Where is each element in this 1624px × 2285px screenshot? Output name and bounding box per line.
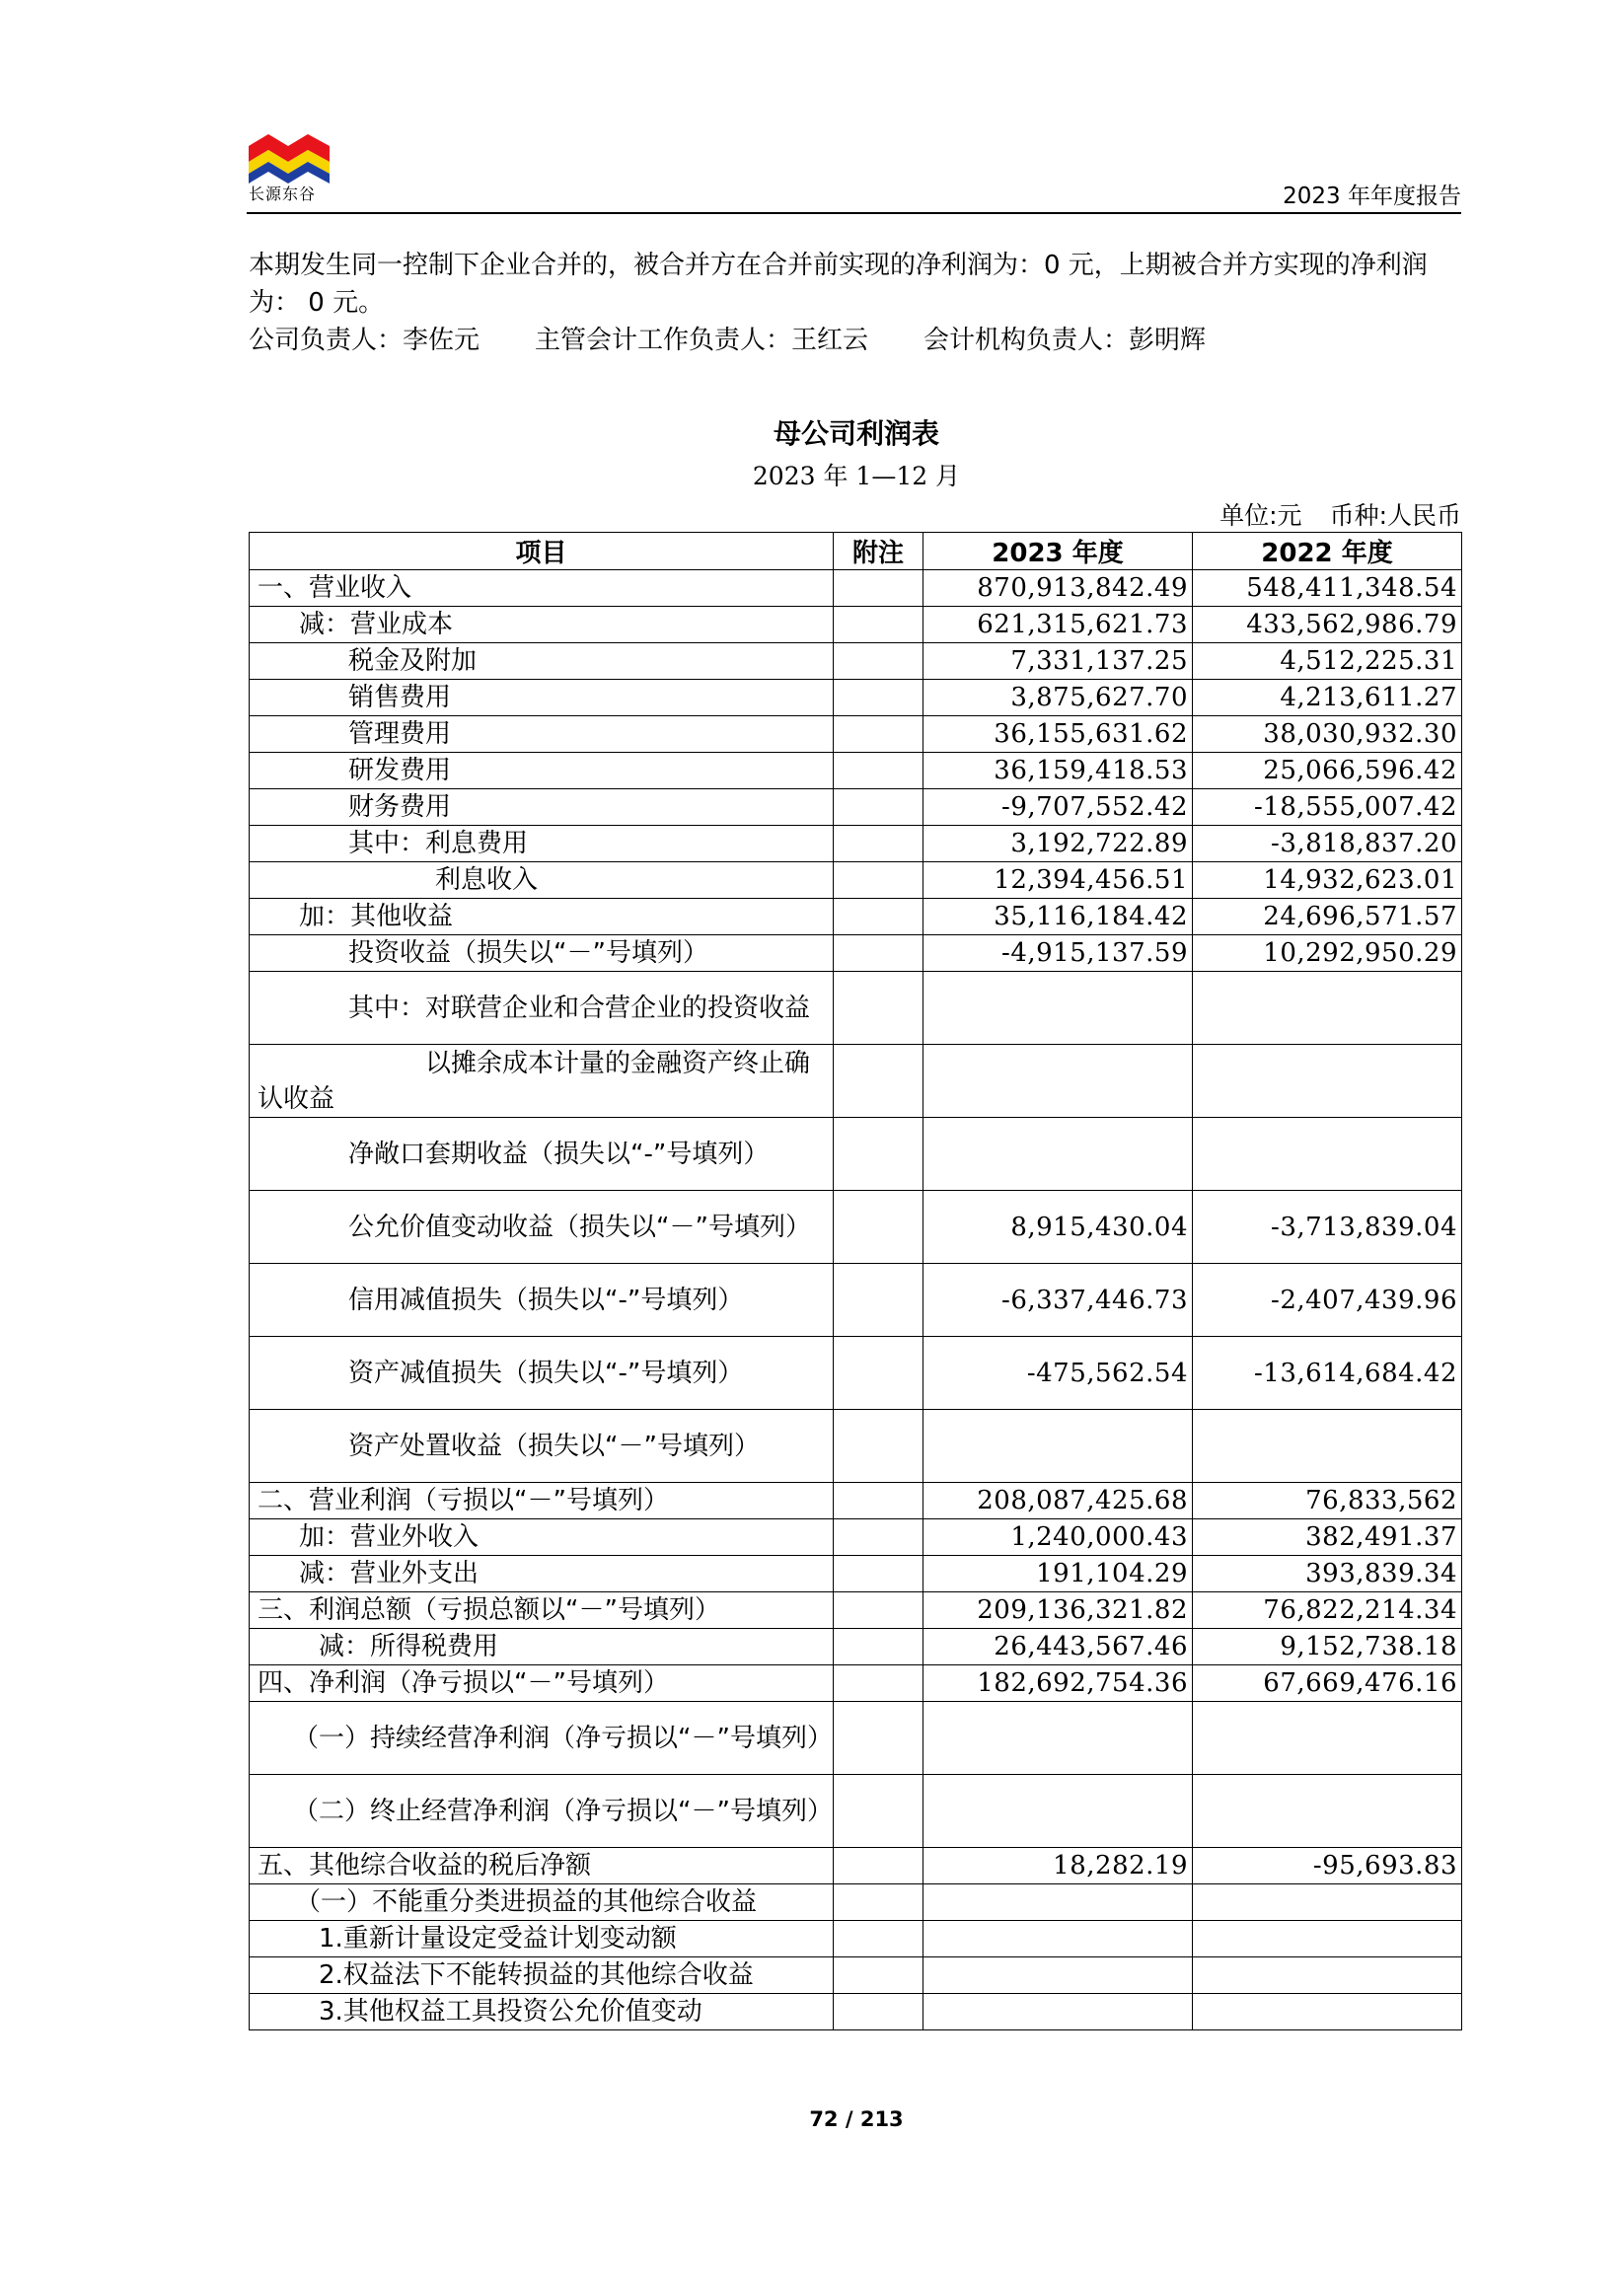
row-label: 信用减值损失（损失以“-”号填列） (250, 1264, 834, 1337)
table-row (250, 1264, 1462, 1337)
company-head: 公司负责人：李佐元 (249, 326, 480, 355)
row-note (834, 643, 923, 680)
row-value-2022: -18,555,007.42 (1193, 789, 1462, 826)
row-value-2023: 26,443,567.46 (923, 1629, 1193, 1665)
row-label: 财务费用 (250, 789, 834, 826)
table-row (250, 1665, 1462, 1702)
unit-line (1192, 496, 1461, 532)
row-note (834, 1483, 923, 1519)
column-header-note: 附注 (834, 533, 923, 570)
table-row (250, 862, 1462, 899)
row-value-2022: -13,614,684.42 (1193, 1337, 1462, 1410)
row-label: 销售费用 (250, 680, 834, 716)
row-label: 减：营业成本 (250, 607, 834, 643)
income-statement-table (249, 532, 1462, 2030)
row-note (834, 1665, 923, 1702)
row-value-2023: 36,155,631.62 (923, 716, 1193, 753)
currency-label: 币种:人民币 (1329, 501, 1461, 530)
row-note (834, 1775, 923, 1848)
row-value-2022: 67,669,476.16 (1193, 1665, 1462, 1702)
table-row (250, 826, 1462, 862)
row-note (834, 1045, 923, 1118)
column-header-2023: 2023 年度 (923, 533, 1193, 570)
row-value-2022 (1193, 1775, 1462, 1848)
row-value-2022: 10,292,950.29 (1193, 935, 1462, 972)
row-label: 加：营业外收入 (250, 1519, 834, 1556)
row-label: 1.重新计量设定受益计划变动额 (250, 1921, 834, 1957)
row-value-2023 (923, 1775, 1193, 1848)
table-row (250, 899, 1462, 935)
row-value-2022 (1193, 1118, 1462, 1191)
row-label: 公允价值变动收益（损失以“－”号填列） (250, 1191, 834, 1264)
row-value-2023: 208,087,425.68 (923, 1483, 1193, 1519)
row-label: （二）终止经营净利润（净亏损以“－”号填列） (250, 1775, 834, 1848)
table-row (250, 1519, 1462, 1556)
row-value-2023: 870,913,842.49 (923, 570, 1193, 607)
row-label: 以摊余成本计量的金融资产终止确认收益 (250, 1045, 834, 1118)
row-value-2022: 25,066,596.42 (1193, 753, 1462, 789)
table-row (250, 972, 1462, 1045)
row-value-2022: 382,491.37 (1193, 1519, 1462, 1556)
table-row (250, 1556, 1462, 1592)
row-note (834, 1848, 923, 1884)
row-value-2022: 14,932,623.01 (1193, 862, 1462, 899)
row-value-2023 (923, 1921, 1193, 1957)
row-note (834, 1337, 923, 1410)
row-label: 投资收益（损失以“－”号填列） (250, 935, 834, 972)
row-label: 资产处置收益（损失以“－”号填列） (250, 1410, 834, 1483)
row-note (834, 1629, 923, 1665)
row-value-2022 (1193, 1994, 1462, 2030)
row-note (834, 680, 923, 716)
row-value-2022: -2,407,439.96 (1193, 1264, 1462, 1337)
row-note (834, 899, 923, 935)
row-label: 五、其他综合收益的税后净额 (250, 1848, 834, 1884)
row-label: 一、营业收入 (250, 570, 834, 607)
intro-section (249, 247, 1464, 359)
table-row (250, 1957, 1462, 1994)
table-row (250, 789, 1462, 826)
row-value-2022 (1193, 1884, 1462, 1921)
page-number: 72 / 213 (809, 2107, 904, 2131)
row-label: 税金及附加 (250, 643, 834, 680)
row-value-2022: -95,693.83 (1193, 1848, 1462, 1884)
table-row (250, 1884, 1462, 1921)
row-note (834, 935, 923, 972)
table-row (250, 1921, 1462, 1957)
row-value-2023 (923, 1994, 1193, 2030)
row-value-2022 (1193, 972, 1462, 1045)
row-value-2023: 12,394,456.51 (923, 862, 1193, 899)
row-note (834, 1519, 923, 1556)
row-value-2023 (923, 1045, 1193, 1118)
table-row (250, 1118, 1462, 1191)
logo-text: 长源东谷 (249, 184, 317, 203)
column-header-2022: 2022 年度 (1193, 533, 1462, 570)
row-value-2023: -4,915,137.59 (923, 935, 1193, 972)
row-label: 其中：利息费用 (250, 826, 834, 862)
row-note (834, 1702, 923, 1775)
table-row (250, 1848, 1462, 1884)
row-note (834, 1994, 923, 2030)
row-value-2022: 548,411,348.54 (1193, 570, 1462, 607)
row-label: 其中：对联营企业和合营企业的投资收益 (250, 972, 834, 1045)
row-label: 管理费用 (250, 716, 834, 753)
row-label: 减：所得税费用 (250, 1629, 834, 1665)
row-note (834, 1410, 923, 1483)
table-row (250, 570, 1462, 607)
table-row (250, 1702, 1462, 1775)
row-value-2022: 393,839.34 (1193, 1556, 1462, 1592)
table-row (250, 753, 1462, 789)
row-note (834, 570, 923, 607)
row-value-2022: 76,822,214.34 (1193, 1592, 1462, 1629)
row-value-2022 (1193, 1957, 1462, 1994)
row-value-2023: 7,331,137.25 (923, 643, 1193, 680)
row-label: 净敞口套期收益（损失以“-”号填列） (250, 1118, 834, 1191)
row-value-2023: 3,875,627.70 (923, 680, 1193, 716)
row-value-2023: 8,915,430.04 (923, 1191, 1193, 1264)
table-row (250, 1045, 1462, 1118)
row-value-2022: 76,833,562 (1193, 1483, 1462, 1519)
row-value-2023 (923, 1410, 1193, 1483)
signers-line (249, 322, 1464, 359)
row-value-2022 (1193, 1045, 1462, 1118)
row-note (834, 972, 923, 1045)
table-row (250, 935, 1462, 972)
table-row (250, 680, 1462, 716)
table-row (250, 1592, 1462, 1629)
row-value-2023: 35,116,184.42 (923, 899, 1193, 935)
table-row (250, 607, 1462, 643)
row-value-2023 (923, 1702, 1193, 1775)
row-label: 四、净利润（净亏损以“－”号填列） (250, 1665, 834, 1702)
row-value-2023: 209,136,321.82 (923, 1592, 1193, 1629)
row-note (834, 789, 923, 826)
row-value-2023: 182,692,754.36 (923, 1665, 1193, 1702)
row-value-2023 (923, 972, 1193, 1045)
header-divider (247, 212, 1461, 214)
row-note (834, 607, 923, 643)
row-value-2022 (1193, 1410, 1462, 1483)
row-note (834, 862, 923, 899)
column-header-item: 项目 (250, 533, 834, 570)
row-value-2022: 24,696,571.57 (1193, 899, 1462, 935)
table-row (250, 643, 1462, 680)
table-row (250, 1337, 1462, 1410)
report-title: 2023 年年度报告 (1283, 184, 1461, 209)
unit-label: 单位:元 (1219, 501, 1302, 530)
row-note (834, 1264, 923, 1337)
table-period: 2023 年 1—12 月 (752, 462, 961, 490)
row-value-2022: -3,713,839.04 (1193, 1191, 1462, 1264)
table-row (250, 1191, 1462, 1264)
row-label: 资产减值损失（损失以“-”号填列） (250, 1337, 834, 1410)
row-label: 三、利润总额（亏损总额以“－”号填列） (250, 1592, 834, 1629)
row-note (834, 1556, 923, 1592)
row-value-2022: 9,152,738.18 (1193, 1629, 1462, 1665)
row-value-2023: 36,159,418.53 (923, 753, 1193, 789)
row-value-2022 (1193, 1921, 1462, 1957)
row-note (834, 1118, 923, 1191)
table-row (250, 1483, 1462, 1519)
row-note (834, 1884, 923, 1921)
row-value-2023 (923, 1884, 1193, 1921)
merger-note: 本期发生同一控制下企业合并的，被合并方在合并前实现的净利润为：0 元，上期被合并方实现的净利润为： 0 元。 (249, 251, 1428, 318)
row-note (834, 716, 923, 753)
row-label: （一）不能重分类进损益的其他综合收益 (250, 1884, 834, 1921)
table-row (250, 1629, 1462, 1665)
row-value-2023: -6,337,446.73 (923, 1264, 1193, 1337)
row-label: 二、营业利润（亏损以“－”号填列） (250, 1483, 834, 1519)
row-value-2022: -3,818,837.20 (1193, 826, 1462, 862)
row-label: （一）持续经营净利润（净亏损以“－”号填列） (250, 1702, 834, 1775)
row-value-2023: 621,315,621.73 (923, 607, 1193, 643)
table-row (250, 1410, 1462, 1483)
row-label: 利息收入 (250, 862, 834, 899)
table-row (250, 1775, 1462, 1848)
row-value-2022: 433,562,986.79 (1193, 607, 1462, 643)
accounting-org-head: 会计机构负责人：彭明辉 (923, 326, 1207, 355)
row-value-2023: 18,282.19 (923, 1848, 1193, 1884)
row-value-2022: 4,213,611.27 (1193, 680, 1462, 716)
table-row (250, 1994, 1462, 2030)
row-label: 2.权益法下不能转损益的其他综合收益 (250, 1957, 834, 1994)
row-value-2023: 191,104.29 (923, 1556, 1193, 1592)
row-value-2023 (923, 1118, 1193, 1191)
row-note (834, 1921, 923, 1957)
row-label: 3.其他权益工具投资公允价值变动 (250, 1994, 834, 2030)
accounting-head: 主管会计工作负责人：王红云 (535, 326, 869, 355)
row-value-2023: -475,562.54 (923, 1337, 1193, 1410)
row-label: 研发费用 (250, 753, 834, 789)
row-note (834, 1191, 923, 1264)
table-title: 母公司利润表 (773, 417, 939, 450)
row-value-2023: -9,707,552.42 (923, 789, 1193, 826)
row-value-2023 (923, 1957, 1193, 1994)
row-note (834, 1957, 923, 1994)
row-value-2022 (1193, 1702, 1462, 1775)
row-label: 加：其他收益 (250, 899, 834, 935)
row-note (834, 826, 923, 862)
table-row (250, 716, 1462, 753)
row-value-2022: 38,030,932.30 (1193, 716, 1462, 753)
row-note (834, 1592, 923, 1629)
row-value-2023: 3,192,722.89 (923, 826, 1193, 862)
table-header-row (250, 533, 1462, 570)
row-note (834, 753, 923, 789)
row-label: 减：营业外支出 (250, 1556, 834, 1592)
row-value-2022: 4,512,225.31 (1193, 643, 1462, 680)
row-value-2023: 1,240,000.43 (923, 1519, 1193, 1556)
